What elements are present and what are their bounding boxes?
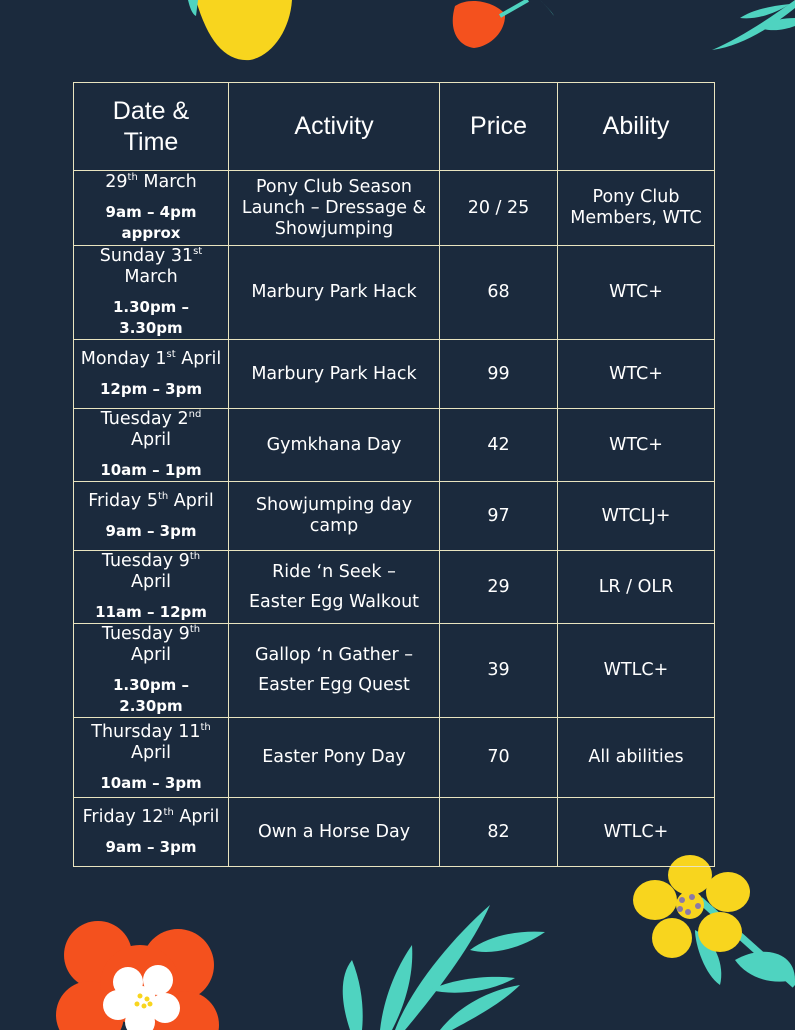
time-range: 11am – 12pm bbox=[95, 603, 207, 621]
day-number: 12 bbox=[141, 806, 164, 827]
activity-cell bbox=[229, 340, 440, 409]
day-number: 11 bbox=[178, 721, 201, 742]
date-label bbox=[80, 491, 222, 512]
month-name: March bbox=[124, 267, 178, 287]
month-name: April bbox=[175, 348, 222, 369]
time-range: 1.30pm – 3.30pm bbox=[112, 298, 190, 337]
date-time-cell bbox=[74, 482, 229, 551]
month-name: April bbox=[131, 742, 171, 763]
ordinal-suffix: nd bbox=[188, 409, 202, 421]
price-cell: 20 / 25 bbox=[440, 171, 558, 246]
ordinal-suffix: st bbox=[193, 246, 203, 258]
table-row bbox=[74, 551, 715, 624]
ordinal-suffix: th bbox=[200, 721, 211, 733]
day-number: 2 bbox=[177, 409, 189, 429]
date-time-cell bbox=[74, 718, 229, 798]
activity-cell bbox=[229, 624, 440, 718]
date-label bbox=[80, 807, 222, 828]
activity-cell bbox=[229, 551, 440, 624]
table-body bbox=[74, 171, 715, 867]
price-cell: 42 bbox=[440, 409, 558, 482]
date-label bbox=[80, 624, 222, 666]
activity-label: Gymkhana Day bbox=[266, 434, 402, 455]
activity-label: Marbury Park Hack bbox=[251, 363, 417, 384]
price-cell: 29 bbox=[440, 551, 558, 624]
activity-label: Showjumping day camp bbox=[255, 495, 413, 536]
activity-label: Easter Pony Day bbox=[262, 747, 406, 767]
day-number: 9 bbox=[178, 624, 190, 644]
header-ability: Ability bbox=[558, 83, 715, 171]
ability-cell: WTLC+ bbox=[558, 798, 715, 867]
time-range: 10am – 3pm bbox=[100, 773, 202, 792]
day-name: Thursday bbox=[91, 721, 179, 742]
day-name: Tuesday bbox=[101, 551, 179, 571]
date-time-cell bbox=[74, 246, 229, 340]
table-header-row bbox=[74, 83, 715, 171]
activity-label: Own a Horse Day bbox=[257, 821, 411, 842]
table-row bbox=[74, 718, 715, 798]
day-number: 31 bbox=[170, 246, 194, 266]
orange-flower-icon bbox=[453, 0, 554, 48]
activity-cell bbox=[229, 482, 440, 551]
month-name: April bbox=[131, 430, 171, 450]
ability-cell: WTC+ bbox=[558, 246, 715, 340]
date-label bbox=[80, 246, 222, 288]
table-row bbox=[74, 340, 715, 409]
day-number: 1 bbox=[155, 348, 167, 369]
schedule-table bbox=[73, 82, 715, 867]
price-cell: 82 bbox=[440, 798, 558, 867]
header-date-time: Date & Time bbox=[74, 83, 229, 171]
month-name: April bbox=[131, 645, 171, 665]
time-range: 9am – 4pm approx bbox=[105, 203, 197, 242]
ordinal-suffix: th bbox=[189, 624, 201, 636]
ability-cell: WTCLJ+ bbox=[558, 482, 715, 551]
month-name: April bbox=[173, 806, 220, 827]
day-number: 9 bbox=[178, 551, 190, 571]
month-name: April bbox=[168, 490, 214, 511]
date-label bbox=[80, 172, 222, 193]
price-cell: 68 bbox=[440, 246, 558, 340]
ability-cell: WTLC+ bbox=[558, 624, 715, 718]
time-range: 9am – 3pm bbox=[105, 837, 197, 856]
ordinal-suffix: th bbox=[189, 551, 201, 563]
activity-label: Easter Egg Walkout bbox=[248, 591, 420, 612]
month-name: April bbox=[131, 572, 171, 592]
ordinal-suffix: th bbox=[157, 490, 169, 502]
price-cell: 39 bbox=[440, 624, 558, 718]
ability-cell: Pony Club Members, WTC bbox=[558, 171, 715, 246]
table-row bbox=[74, 798, 715, 867]
leaf-icon bbox=[343, 905, 545, 1030]
price-cell: 99 bbox=[440, 340, 558, 409]
activity-label: Pony Club Season Launch – Dressage & Showjumping bbox=[241, 176, 427, 239]
day-name: Sunday bbox=[99, 246, 171, 266]
day-name: Tuesday bbox=[100, 409, 178, 429]
date-time-cell bbox=[74, 340, 229, 409]
date-time-cell bbox=[74, 798, 229, 867]
activity-label: Marbury Park Hack bbox=[251, 282, 417, 302]
table-row bbox=[74, 246, 715, 340]
ordinal-suffix: th bbox=[163, 806, 174, 818]
ability-cell: All abilities bbox=[558, 718, 715, 798]
time-range: 9am – 3pm bbox=[105, 521, 197, 540]
ordinal-suffix: th bbox=[127, 172, 138, 184]
table-row bbox=[74, 171, 715, 246]
leaf-icon bbox=[712, 0, 795, 50]
date-label bbox=[80, 551, 222, 593]
activity-cell bbox=[229, 409, 440, 482]
date-time-cell bbox=[74, 551, 229, 624]
price-cell: 70 bbox=[440, 718, 558, 798]
date-time-cell bbox=[74, 409, 229, 482]
activity-cell bbox=[229, 718, 440, 798]
time-range: 10am – 1pm bbox=[100, 461, 202, 479]
date-label bbox=[80, 409, 222, 451]
price-cell: 97 bbox=[440, 482, 558, 551]
activity-cell bbox=[229, 246, 440, 340]
activity-label: Ride ‘n Seek – bbox=[272, 561, 396, 582]
header-activity: Activity bbox=[229, 83, 440, 171]
day-number: 5 bbox=[146, 490, 158, 511]
month-name: March bbox=[137, 172, 197, 192]
activity-label: Easter Egg Quest bbox=[258, 675, 410, 695]
ability-cell: WTC+ bbox=[558, 340, 715, 409]
ability-cell: LR / OLR bbox=[558, 551, 715, 624]
day-name: Friday bbox=[82, 806, 142, 827]
activity-cell bbox=[229, 171, 440, 246]
table-row bbox=[74, 409, 715, 482]
header-price: Price bbox=[440, 83, 558, 171]
date-label bbox=[80, 722, 222, 764]
yellow-flower-icon bbox=[188, 0, 292, 60]
date-time-cell bbox=[74, 171, 229, 246]
time-range: 1.30pm – 2.30pm bbox=[112, 676, 190, 715]
ability-cell: WTC+ bbox=[558, 409, 715, 482]
day-name: Tuesday bbox=[101, 624, 179, 644]
day-name: Friday bbox=[88, 490, 147, 511]
activity-label: Gallop ‘n Gather – bbox=[254, 645, 414, 665]
day-name: Monday bbox=[80, 348, 156, 369]
date-label bbox=[80, 349, 222, 370]
table-row bbox=[74, 482, 715, 551]
activity-cell bbox=[229, 798, 440, 867]
date-time-cell bbox=[74, 624, 229, 718]
time-range: 12pm – 3pm bbox=[100, 379, 202, 398]
day-number: 29 bbox=[105, 172, 128, 192]
yellow-flower-icon bbox=[633, 855, 795, 985]
table-row bbox=[74, 624, 715, 718]
ordinal-suffix: st bbox=[166, 348, 176, 360]
